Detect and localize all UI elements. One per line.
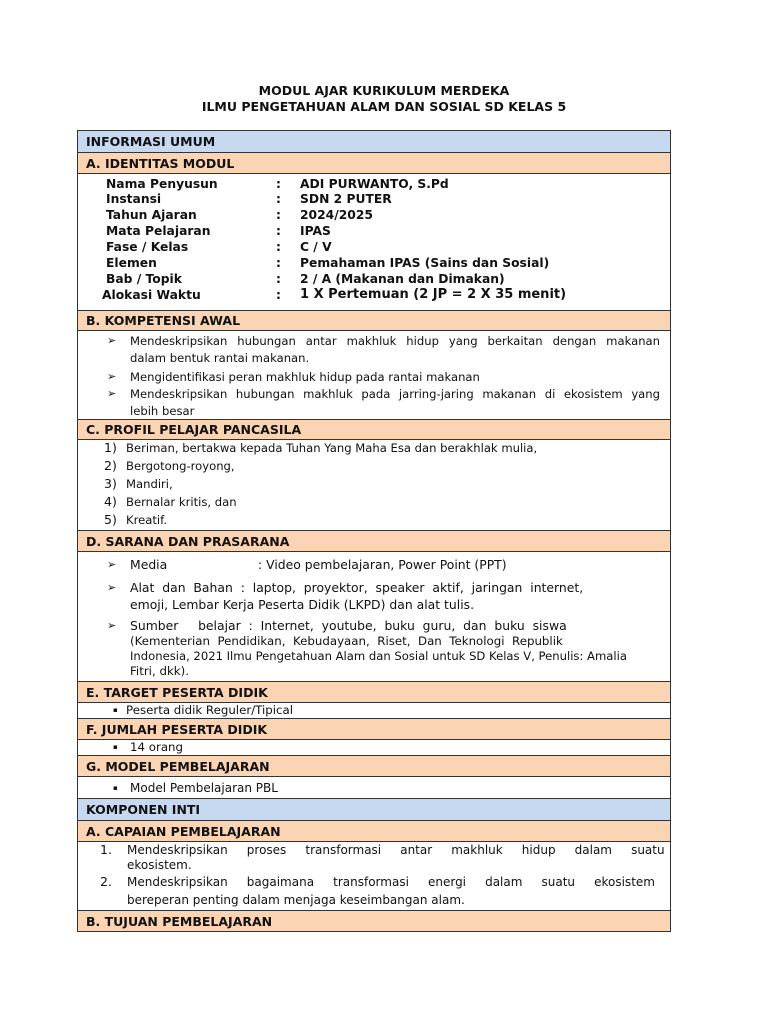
section-tujuan-pembelajaran: B. TUJUAN PEMBELAJARAN [78,911,670,932]
kompetensi-content: ➢ Mendeskripsikan hubungan antar makhluk hidup yang berkaitan dengan makanan dalam bentuk rantai makanan. ➢ Mengidentifikasi peran makhluk hidup pada rantai makanan ➢ Mendeskripsikan hubungan makhluk pada jarring-jaring makanan di ekosistem yang lebih besar [78,331,670,420]
section-jumlah-peserta: F. JUMLAH PESERTA DIDIK [78,719,670,740]
section-informasi-umum: INFORMASI UMUM [78,131,670,153]
document-title-line1: MODUL AJAR KURIKULUM MERDEKA [258,83,510,98]
module-table [77,130,671,932]
section-sarana-prasarana: D. SARANA DAN PRASARANA [78,531,670,552]
section-kompetensi-awal: B. KOMPETENSI AWAL [78,311,670,331]
section-profil-pelajar: C. PROFIL PELAJAR PANCASILA [78,420,670,440]
identitas-content: Nama Penyusun : ADI PURWANTO, S.Pd Instansi : SDN 2 PUTER Tahun Ajaran : 2024/2025 Mata Pelajaran : IPAS Fase / Kelas : C / V Elemen : Pemahaman IPAS (Sains dan Sosial) Bab / Topik : 2 / A (Makanan dan Dimakan) Alokasi Waktu : 1 X Pertemuan (2 JP = 2 X 35 menit) [78,174,670,311]
section-capaian-pembelajaran: A. CAPAIAN PEMBELAJARAN [78,821,670,842]
sarana-content: ➢ Media : Video pembelajaran, Power Point (PPT) ➢ Alat dan Bahan : laptop, proyektor, speaker aktif, jaringan internet, emoji, Lembar Kerja Peserta Didik (LKPD) dan alat tulis. ➢ Sumber belajar : Internet, youtube, buku guru, dan buku siswa (Kementerian Pendidikan, Kebudayaan, Riset, Dan Teknologi Republik Indonesia, 2021 Ilmu Pengetahuan Alam dan Sosial untuk SD Kelas V, Penulis: Amalia Fitri, dkk). [78,552,670,682]
profil-content: 1) Beriman, bertakwa kepada Tuhan Yang Maha Esa dan berakhlak mulia, 2) Bergotong-royong, 3) Mandiri, 4) Bernalar kritis, dan 5) Kreatif. [78,440,670,531]
section-model-pembelajaran: G. MODEL PEMBELAJARAN [78,756,670,777]
section-komponen-inti: KOMPONEN INTI [78,799,670,821]
capaian-content: 1. Mendeskripsikan proses transformasi antar makhluk hidup dalam suatu ekosistem. 2. Mendeskripsikan bagaimana transformasi energi dalam suatu ekosistem bereperan penting dalam menjaga keseimbangan alam. [78,842,670,911]
section-target-peserta: E. TARGET PESERTA DIDIK [78,682,670,703]
target-content: ▪ Peserta didik Reguler/Tipical [78,703,670,719]
model-content: ▪ Model Pembelajaran PBL [78,777,670,799]
document-title-line2: ILMU PENGETAHUAN ALAM DAN SOSIAL SD KELAS 5 [201,99,567,114]
jumlah-content: ▪ 14 orang [78,740,670,756]
section-identitas-modul: A. IDENTITAS MODUL [78,153,670,174]
